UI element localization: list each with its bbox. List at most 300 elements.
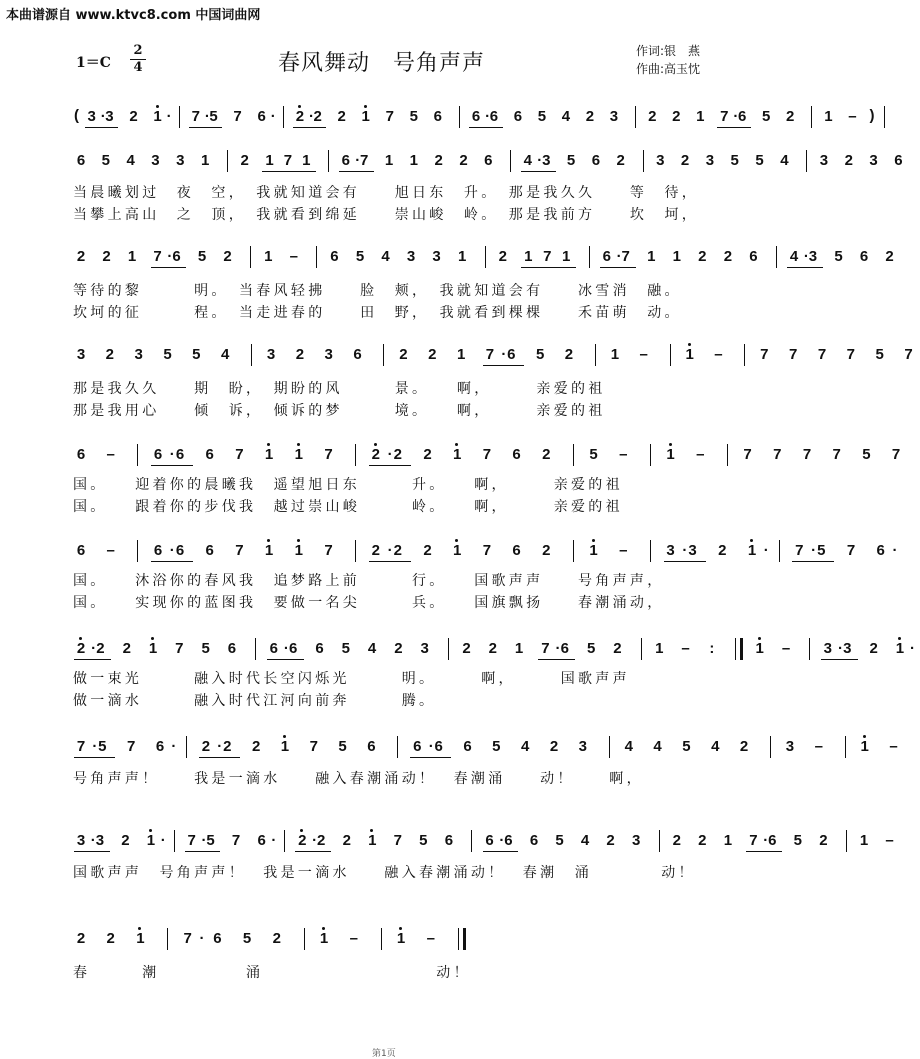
bar-line (383, 344, 384, 366)
note: 5 (242, 930, 252, 947)
bar-line (589, 246, 590, 268)
beam-line (483, 851, 519, 852)
note: 2 (672, 832, 681, 849)
bar-line (174, 830, 175, 852)
note: 2 (369, 446, 383, 464)
note: 2 (428, 346, 437, 363)
lyric-line: 国歌声声 号角声声！ 我是一滴水 融入春潮涌动！ 春潮 涌 动！ (73, 865, 696, 881)
augmentation-dot: · (811, 542, 817, 559)
bar-line (381, 928, 382, 950)
augmentation-dot: · (201, 832, 207, 849)
note: 2 (885, 248, 894, 265)
note: – (349, 930, 358, 947)
note: 1 (151, 108, 165, 126)
bar-line (595, 344, 596, 366)
note: 5 (535, 346, 545, 363)
note: 1 (262, 446, 276, 464)
note: 5 (834, 248, 843, 265)
bar-line (328, 150, 329, 172)
note: 6 (444, 832, 454, 849)
augmentation-dot: · (283, 640, 289, 657)
note: – (106, 446, 115, 463)
note: 7 (393, 832, 402, 849)
bar-line (459, 106, 460, 128)
bar-line (179, 106, 180, 128)
note: 4 (561, 108, 571, 125)
note: 2 (434, 152, 443, 169)
note: 4 (789, 248, 799, 265)
note: 1 (647, 248, 656, 265)
note: 1 (409, 152, 418, 169)
note: 7 (832, 446, 841, 463)
page-number: 第1页 (372, 1049, 396, 1059)
note: 2 (680, 152, 690, 169)
augmentation-dot: · (171, 738, 177, 755)
note: 6 (737, 108, 747, 125)
octave-dot (364, 105, 367, 108)
beam-line (151, 465, 193, 466)
note: 2 (342, 832, 351, 849)
octave-dot (300, 829, 303, 832)
note: 6 (512, 542, 521, 559)
song-title: 春风舞动 号角声声 (278, 51, 486, 76)
note: 6 (76, 542, 86, 559)
bar-line (884, 106, 885, 128)
note: 2 (393, 446, 402, 463)
note: – (681, 640, 690, 657)
note: 7 (324, 542, 333, 559)
note: 6 (315, 640, 324, 657)
note: 2 (337, 108, 346, 125)
augmentation-dot: · (428, 738, 434, 755)
note: 7 (309, 738, 318, 755)
note: 2 (129, 108, 138, 125)
note: 7 (482, 446, 492, 463)
note: 7 (891, 446, 901, 463)
note: 2 (613, 640, 622, 657)
note: 2 (542, 446, 551, 463)
bracket-mark: ( (74, 107, 79, 124)
note: 2 (423, 542, 432, 559)
note: 3 (87, 108, 96, 125)
augmentation-dot: · (271, 832, 277, 849)
note: 4 (220, 346, 230, 363)
note: 5 (537, 108, 547, 125)
octave-dot (688, 343, 691, 346)
bar-line (641, 638, 642, 660)
note: 2 (423, 446, 432, 463)
note: 2 (223, 248, 232, 265)
bar-line-thick (463, 928, 466, 950)
bar-line (650, 540, 651, 562)
octave-dot (322, 927, 325, 930)
augmentation-dot: · (199, 930, 205, 947)
note: 5 (197, 248, 207, 265)
note: 1 (561, 248, 571, 265)
bar-line (284, 830, 285, 852)
augmentation-dot: · (92, 738, 98, 755)
note: 5 (793, 832, 803, 849)
note: 2 (201, 738, 211, 755)
note: 3 (819, 152, 829, 169)
note: 3 (808, 248, 818, 265)
beam-line (339, 171, 374, 172)
note: 6 (513, 108, 523, 125)
beam-line (746, 851, 782, 852)
note: 3 (134, 346, 143, 363)
note: 2 (462, 640, 471, 657)
bar-line-thick (740, 638, 743, 660)
staff-line (0, 832, 894, 858)
note: – (619, 542, 628, 559)
note: 6 (876, 542, 885, 559)
octave-dot (399, 927, 402, 930)
note: 6 (489, 108, 499, 125)
octave-dot (156, 105, 159, 108)
lyric-line: 坎坷的征 程。 当走进春的 田 野， 我就看到棵棵 禾苗萌 动。 (73, 305, 682, 321)
note: 5 (206, 832, 215, 849)
note: 5 (862, 446, 871, 463)
augmentation-dot: · (763, 832, 769, 849)
note: 3 (406, 248, 416, 265)
note: 3 (578, 738, 587, 755)
bar-line (355, 540, 356, 562)
augmentation-dot: · (803, 248, 809, 265)
note: 6 (257, 108, 266, 125)
note: 6 (155, 738, 165, 755)
note: 2 (102, 248, 111, 265)
note: 7 (749, 832, 758, 849)
beam-line (85, 127, 119, 128)
note: 1 (524, 248, 533, 265)
note: 3 (420, 640, 429, 657)
note: 1 (753, 640, 767, 658)
bar-line (659, 830, 660, 852)
octave-dot (283, 735, 286, 738)
bar-line (670, 344, 671, 366)
time-signature (130, 44, 146, 75)
note: 2 (698, 248, 707, 265)
beam-line (483, 365, 524, 366)
note: 4 (367, 640, 377, 657)
augmentation-dot: · (169, 542, 175, 559)
lyric-line: 号角声声！ 我是一滴水 融入春潮涌动！ 春潮涌 动！ 啊， (73, 771, 644, 787)
note: 2 (785, 108, 795, 125)
note: 1 (824, 108, 833, 125)
note: 2 (317, 832, 326, 849)
augmentation-dot: · (355, 152, 361, 169)
beam-line (521, 267, 576, 268)
note: 3 (688, 542, 697, 559)
augmentation-dot: · (763, 542, 769, 559)
beam-line (538, 659, 575, 660)
note: 4 (711, 738, 720, 755)
bar-line (355, 444, 356, 466)
octave-dot (298, 105, 301, 108)
bar-line (845, 736, 846, 758)
beam-line (293, 127, 327, 128)
bar-line (809, 638, 810, 660)
note: 7 (76, 738, 86, 755)
note: 5 (355, 248, 365, 265)
note: 2 (869, 640, 878, 657)
bar-line (735, 638, 736, 660)
note: 6 (269, 640, 278, 657)
note: – (639, 346, 648, 363)
note: – (619, 446, 628, 463)
note: 2 (844, 152, 853, 169)
note: 4 (653, 738, 662, 755)
note: 1 (146, 640, 160, 658)
note: 1 (278, 738, 292, 756)
note: 2 (698, 832, 707, 849)
bar-line (510, 150, 511, 172)
note: 6 (330, 248, 339, 265)
octave-dot (758, 637, 761, 640)
note: 6 (175, 542, 185, 559)
lyric-line: 国。 实现你的蓝图我 要做一名尖 兵。 国旗飘扬 春潮涌动， (73, 595, 665, 611)
note: 1 (587, 542, 601, 560)
note: 7 (904, 346, 913, 363)
note: 3 (432, 248, 441, 265)
beam-line (262, 171, 315, 172)
augmentation-dot: · (616, 248, 622, 265)
note: 7 (233, 108, 242, 125)
note: 2 (76, 248, 86, 265)
augmentation-dot: · (312, 832, 318, 849)
note: 2 (498, 248, 507, 265)
octave-dot (370, 829, 373, 832)
augmentation-dot: · (485, 108, 491, 125)
note: 1 (292, 446, 306, 464)
note: 1 (262, 542, 276, 560)
note: 7 (153, 248, 162, 265)
lyric-line: 当攀上高山 之 顶， 我就看到绵延 崇山峻 岭。 那是我前方 坎 坷， (73, 207, 700, 223)
staff-line (0, 542, 898, 568)
augmentation-dot: · (90, 832, 96, 849)
note: 1 (317, 930, 331, 948)
lyric-line: 春 潮 涌 动！ (73, 965, 471, 981)
note: 6 (768, 832, 777, 849)
beam-line (787, 267, 823, 268)
augmentation-dot: · (167, 248, 173, 265)
octave-dot (592, 539, 595, 542)
note: 5 (586, 640, 596, 657)
note: 2 (74, 640, 88, 658)
note: 1 (672, 248, 681, 265)
note: 4 (780, 152, 789, 169)
note: 6 (257, 832, 266, 849)
note: 6 (512, 446, 521, 463)
lyric-line: 国。 沐浴你的春风我 追梦路上前 行。 国歌声声 号角声声， (73, 573, 665, 589)
note: 4 (624, 738, 633, 755)
note: 2 (672, 108, 681, 125)
bar-line (397, 736, 398, 758)
note: 7 (817, 346, 827, 363)
bar-line (485, 246, 486, 268)
site-watermark-text: 本曲谱源自 www.ktvc8.com 中国词曲网 (6, 8, 261, 23)
bar-line (471, 830, 472, 852)
bar-line (448, 638, 449, 660)
note: 2 (105, 346, 114, 363)
note: 3 (785, 738, 795, 755)
note: – (889, 738, 898, 755)
staff-line (0, 107, 875, 134)
lyric-line: 做一滴水 融入时代江河向前奔 腾。 (73, 693, 437, 709)
augmentation-dot: · (204, 108, 210, 125)
bar-line (770, 736, 771, 758)
octave-dot (151, 637, 154, 640)
key-signature: 1＝C (76, 55, 111, 71)
note: 5 (419, 832, 428, 849)
note: 5 (492, 738, 501, 755)
note: 1 (133, 930, 147, 948)
note: 6 (894, 152, 903, 169)
note: 2 (76, 930, 86, 947)
staff-line (0, 346, 913, 372)
note: 6 (205, 446, 214, 463)
note: 1 (302, 152, 311, 169)
note: 3 (324, 346, 333, 363)
note: 1 (858, 738, 872, 756)
note: 6 (529, 832, 539, 849)
lyric-line: 做一束光 融入时代长空闪烁光 明。 啊， 国歌声声 (73, 671, 630, 687)
note: 1 (683, 346, 697, 364)
note: 2 (616, 152, 625, 169)
bar-line (304, 928, 305, 950)
augmentation-dot: · (270, 108, 276, 125)
octave-dot (669, 443, 672, 446)
note: 1 (745, 542, 759, 560)
note: 4 (521, 738, 530, 755)
note: 1 (394, 930, 408, 948)
beam-line (185, 851, 221, 852)
bar-line (255, 638, 256, 660)
note: 1 (265, 152, 274, 169)
note: 2 (295, 832, 309, 850)
note: 5 (201, 640, 210, 657)
note: 1 (457, 248, 467, 265)
note: 2 (394, 640, 403, 657)
note: 1 (384, 152, 394, 169)
bar-line (650, 444, 651, 466)
note: 1 (264, 248, 273, 265)
note: 5 (817, 542, 826, 559)
note: 5 (192, 346, 201, 363)
note: 7 (802, 446, 812, 463)
beam-line (369, 561, 411, 562)
note: 6 (213, 930, 222, 947)
bar-line (250, 246, 251, 268)
lyricist-credit: 作词:银 燕 (636, 44, 701, 58)
note: 1 (127, 248, 137, 265)
octave-dot (297, 443, 300, 446)
note: 7 (621, 248, 630, 265)
beam-line (821, 659, 858, 660)
octave-dot (138, 927, 141, 930)
bar-line (744, 344, 745, 366)
note: – (714, 346, 723, 363)
note: 3 (176, 152, 185, 169)
note: 5 (98, 738, 107, 755)
staff-line (0, 446, 901, 472)
staff-line (0, 738, 898, 764)
octave-dot (750, 539, 753, 542)
note: 6 (602, 248, 611, 265)
note: 5 (566, 152, 576, 169)
bar-line (167, 928, 168, 950)
beam-line (267, 659, 304, 660)
octave-dot (863, 735, 866, 738)
note: – (426, 930, 435, 947)
note: 3 (542, 152, 551, 169)
note: 1 (514, 640, 524, 657)
note: 1 (664, 446, 678, 464)
beam-line (151, 267, 187, 268)
note: 2 (399, 346, 408, 363)
note: 1 (893, 640, 907, 658)
note: 7 (187, 832, 196, 849)
augmentation-dot: · (499, 832, 505, 849)
beam-line (151, 561, 193, 562)
note: 6 (591, 152, 601, 169)
note: 6 (749, 248, 758, 265)
note: 7 (127, 738, 136, 755)
note: 5 (338, 738, 347, 755)
note: 5 (209, 108, 218, 125)
note: 2 (549, 738, 559, 755)
note: 4 (523, 152, 533, 169)
bar-line (806, 150, 807, 172)
augmentation-dot: · (387, 542, 393, 559)
bar-line (283, 106, 284, 128)
note: 6 (341, 152, 350, 169)
note: 2 (393, 542, 402, 559)
note: 7 (789, 346, 798, 363)
staff-line (0, 930, 816, 956)
note: 6 (463, 738, 472, 755)
bar-line (573, 540, 574, 562)
note: 2 (295, 346, 305, 363)
note: 6 (76, 152, 86, 169)
note: 3 (843, 640, 852, 657)
note: 7 (760, 346, 769, 363)
octave-dot (455, 539, 458, 542)
note: 2 (739, 738, 749, 755)
bar-line (573, 444, 574, 466)
note: – (885, 832, 894, 849)
beam-line (600, 267, 636, 268)
note: 6 (172, 248, 181, 265)
note: 5 (163, 346, 172, 363)
augmentation-dot: · (166, 108, 172, 125)
note: 2 (542, 542, 551, 559)
note: 3 (76, 832, 86, 849)
note: 7 (485, 346, 495, 363)
note: 1 (723, 832, 733, 849)
bar-line (227, 150, 228, 172)
note: 5 (555, 832, 564, 849)
note: 6 (205, 542, 214, 559)
note: 2 (723, 248, 733, 265)
bar-line (316, 246, 317, 268)
note: 2 (121, 832, 130, 849)
beam-line (792, 561, 834, 562)
bracket-mark: ) (869, 107, 875, 124)
octave-dot (455, 443, 458, 446)
lyric-line: 当晨曦划过 夜 空， 我就知道会有 旭日东 升。 那是我久久 等 待， (73, 185, 700, 201)
note: – (289, 248, 298, 265)
